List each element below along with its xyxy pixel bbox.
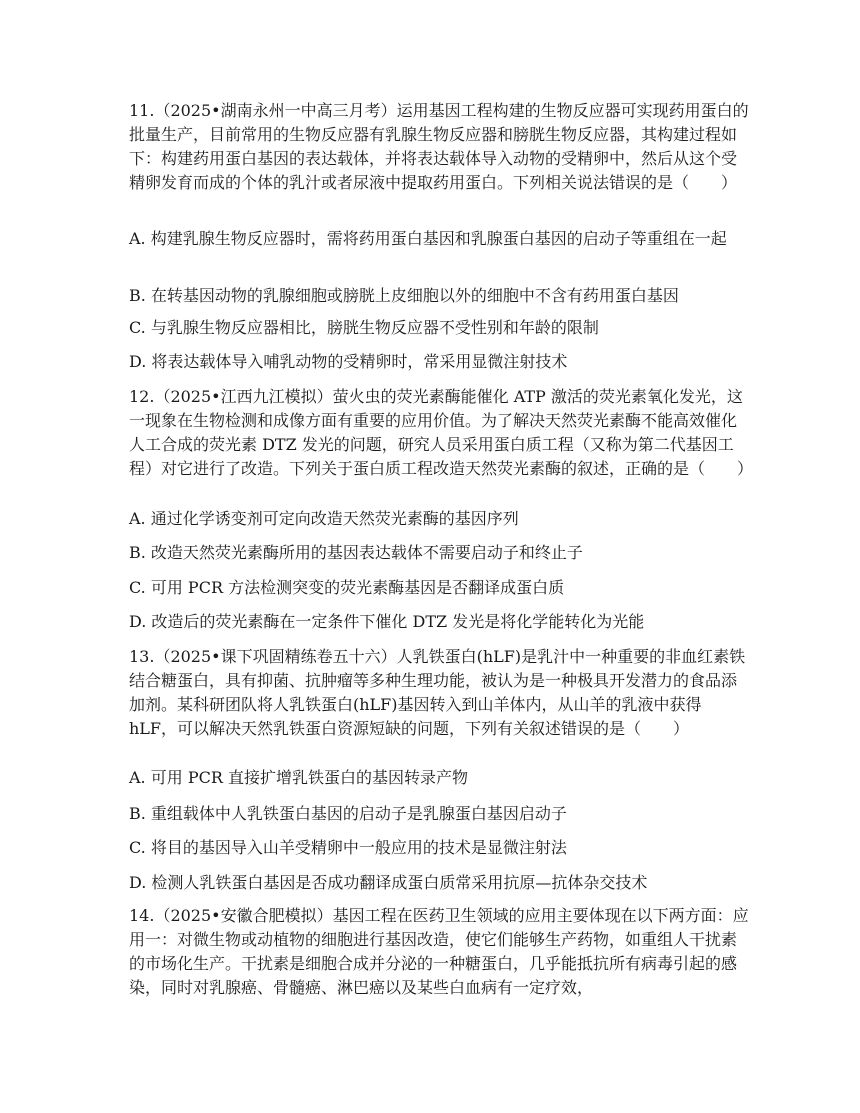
question-12-option-c: C. 可用 PCR 方法检测突变的荧光素酶基因是否翻译成蛋白质 [129, 578, 565, 597]
question-13-stem: 13.（2025•课下巩固精练卷五十六）人乳铁蛋白(hLF)是乳汁中一种重要的非血红素铁结合糖蛋白，具有抑菌、抗肿瘤等多种生理功能，被认为是一种极具开发潜力的食品添加剂。某科研团队将人乳铁蛋白(hLF)基因转入到山羊体内，从山羊的乳液中获得 hLF，可以解决天然乳铁蛋白资源短缺的问题，下列有关叙述错误的是（ ） [129, 647, 746, 738]
question-11-option-b: B. 在转基因动物的乳腺细胞或膀胱上皮细胞以外的细胞中不含有药用蛋白基因 [129, 286, 679, 305]
question-13-option-c: C. 将目的基因导入山羊受精卵中一般应用的技术是显微注射法 [129, 838, 567, 857]
question-12-stem: 12.（2025•江西九江模拟）萤火虫的荧光素酶能催化 ATP 激活的荧光素氧化发光，这一现象在生物检测和成像方面有重要的应用价值。为了解决天然荧光素酶不能高效催化人工合成的荧光素 DTZ 发光的问题，研究人员采用蛋白质工程（又称为第二代基因工程）对它进行了改造。下列关于蛋白质工程改造天然荧光素酶的叙述，正确的是（ ） [129, 387, 754, 478]
question-11-stem: 11.（2025•湖南永州一中高三月考）运用基因工程构建的生物反应器可实现药用蛋白的批量生产，目前常用的生物反应器有乳腺生物反应器和膀胱生物反应器，其构建过程如下：构建药用蛋白基因的表达载体，并将表达载体导入动物的受精卵中，然后从这个受精卵发育而成的个体的乳汁或者尿液中提取药用蛋白。下列相关说法错误的是（ ） [129, 101, 749, 192]
question-13-option-d: D. 检测人乳铁蛋白基因是否成功翻译成蛋白质常采用抗原—抗体杂交技术 [129, 873, 648, 892]
question-12-option-a: A. 通过化学诱变剂可定向改造天然荧光素酶的基因序列 [129, 509, 519, 528]
question-11-option-c: C. 与乳腺生物反应器相比，膀胱生物反应器不受性别和年龄的限制 [129, 318, 599, 337]
question-13-option-b: B. 重组载体中人乳铁蛋白基因的启动子是乳腺蛋白基因启动子 [129, 804, 567, 823]
question-11-option-a: A. 构建乳腺生物反应器时，需将药用蛋白基因和乳腺蛋白基因的启动子等重组在一起 [129, 229, 727, 248]
question-12-option-d: D. 改造后的荧光素酶在一定条件下催化 DTZ 发光是将化学能转化为光能 [129, 612, 645, 631]
question-12-option-b: B. 改造天然荧光素酶所用的基因表达载体不需要启动子和终止子 [129, 543, 583, 562]
question-11-option-d: D. 将表达载体导入哺乳动物的受精卵时，常采用显微注射技术 [129, 352, 568, 371]
question-13-option-a: A. 可用 PCR 直接扩增乳铁蛋白的基因转录产物 [129, 768, 468, 787]
question-14-stem: 14.（2025•安徽合肥模拟）基因工程在医药卫生领域的应用主要体现在以下两方面：应用一：对微生物或动植物的细胞进行基因改造，使它们能够生产药物，如重组人干扰素的市场化生产。干扰素是细胞合成并分泌的一种糖蛋白，几乎能抵抗所有病毒引起的感染，同时对乳腺癌、骨髓癌、淋巴癌以及某些白血病有一定疗效， [129, 906, 749, 997]
